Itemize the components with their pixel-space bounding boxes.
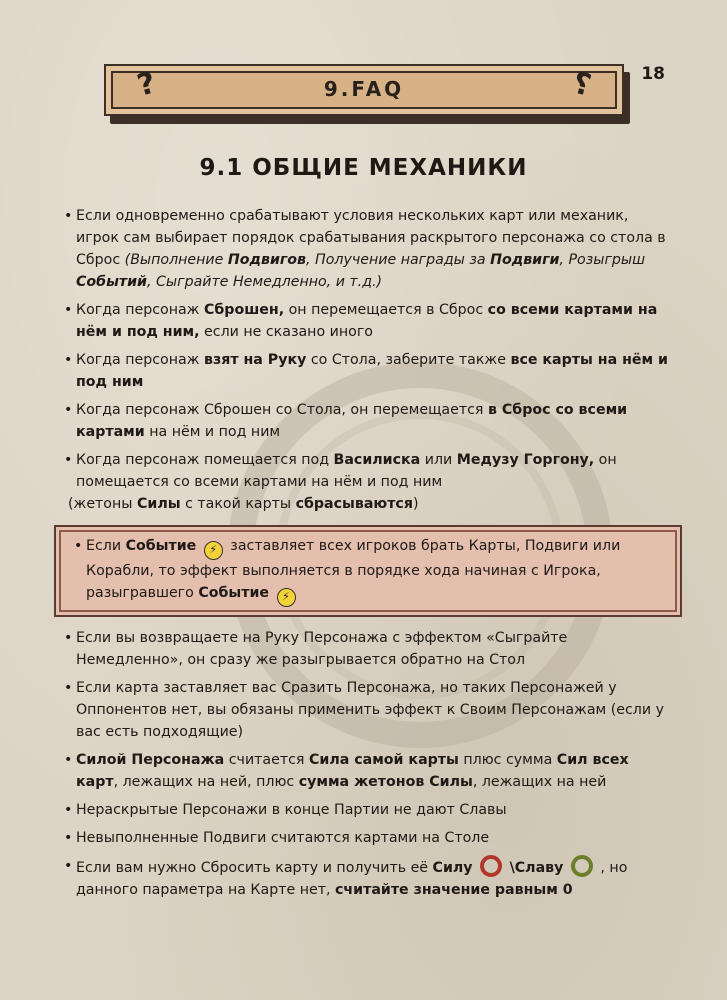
item-text: (Выполнение [124,252,228,268]
bullet: • [64,402,73,418]
item-text: в Сброс со всеми картами [76,402,628,440]
item-text: или [420,452,457,468]
item-text: , Сыграйте Немедленно, и т.д.) [147,274,383,290]
question-mark-icon: ? [568,65,595,104]
item-text: заставляет всех игроков брать Карты, Подвиги или Корабли, то эффект выполняется в порядке хода начиная с Игрока, разыгравшего [86,538,621,601]
item-text: Если одновременно срабатывают условия нескольких карт или механик, игрок сам выбирает порядок срабатывания раскрытого персонажа со стола в Сброс [76,208,666,268]
item-text: он перемещается в Сброс [284,302,488,318]
faq-item [62,827,674,849]
header-title: 9.FAQ [323,77,405,101]
item-text: на нём и под ним [144,424,281,440]
section-title: 9.1 ОБЩИЕ МЕХАНИКИ [199,155,528,181]
item-text: , но данного параметра на Карте нет, [76,860,628,898]
item-text: Событий [76,274,147,290]
faq-item [62,677,674,743]
bullet: • [64,352,73,368]
item-text: Если [86,538,126,554]
faq-item [72,535,666,607]
bullet: • [64,830,73,846]
item-text: со Стола, заберите также [306,352,511,368]
item-text: со всеми картами на нём и под ним, [76,302,658,340]
bullet: • [64,452,73,468]
item-text: считайте значение равным 0 [335,882,573,898]
faq-item [62,399,674,443]
item-text: Невыполненные Подвиги считаются картами на Столе [76,830,490,846]
item-text: Если вы возвращаете на Руку Персонажа с эффектом «Сыграйте Немедленно», он сразу же разыгрывается обратно на Стол [76,630,568,668]
item-text: все карты на нём и под ним [76,352,668,390]
faq-item [62,205,674,293]
item-text: Сил всех карт [76,752,629,790]
item-text: Когда персонаж помещается под [76,452,334,468]
item-text: считается [224,752,309,768]
item-text: Если вам нужно Сбросить карту и получить её [76,860,433,876]
bullet: • [74,538,83,554]
item-text: (жетоны [68,496,137,512]
item-text: Событие [125,538,197,554]
header-banner [104,64,630,124]
faq-list [62,205,674,907]
bullet: • [64,208,73,224]
item-text: , Розыгрыш [559,252,646,268]
item-text: , лежащих на ней, плюс [113,774,299,790]
item-text: Силой Персонажа [76,752,225,768]
item-text: Событие [198,585,270,601]
item-text: если не сказано иного [199,324,373,340]
item-text: Сброшен, [203,302,285,318]
item-text: он помещается со всеми картами на нём и под ним [76,452,617,490]
item-text: Силу [432,860,473,876]
faq-item [62,349,674,393]
item-text: взят на Руку [203,352,307,368]
item-text: Когда персонаж Сброшен со Стола, он перемещается [76,402,488,418]
bullet: • [64,858,73,874]
item-text: Сила самой карты [308,752,459,768]
item-text: сбрасываются [295,496,413,512]
event-note-box [54,525,682,617]
bullet: • [64,752,73,768]
item-text: сумма жетонов Силы [298,774,473,790]
item-text: Василиска [333,452,421,468]
page-number: 18 [641,64,665,84]
item-text: Подвигов [227,252,307,268]
item-text: Медузу Горгону, [456,452,595,468]
faq-item [62,855,674,901]
faq-item [62,627,674,671]
bullet: • [64,630,73,646]
item-text: Нераскрытые Персонажи в конце Партии не дают Славы [76,802,507,818]
bullet: • [64,302,73,318]
item-text: Силы [136,496,181,512]
item-text: ) [412,496,419,512]
item-text: с такой карты [180,496,296,512]
bullet: • [64,802,73,818]
item-text: , Получение награды за [306,252,491,268]
item-text: Если карта заставляет вас Сразить Персонажа, но таких Персонажей у Оппонентов нет, вы обязаны применить эффект к Своим Персонажам (если у вас есть подходящие) [76,680,664,740]
item-text: Когда персонаж [76,352,204,368]
faq-item [62,449,674,515]
bullet: • [64,680,73,696]
item-text: , лежащих на ней [472,774,607,790]
item-text: плюс сумма [458,752,557,768]
faq-item [62,799,674,821]
item-text: Подвиги [490,252,560,268]
red-ring-icon [480,855,502,877]
faq-item [62,299,674,343]
item-text: Когда персонаж [76,302,204,318]
faq-item [62,749,674,793]
question-mark-icon: ? [133,65,160,104]
lightning-bolt-icon: ⚡ [204,541,223,560]
green-ring-icon [571,855,593,877]
item-text: \Славу [509,860,564,876]
lightning-bolt-icon: ⚡ [277,588,296,607]
